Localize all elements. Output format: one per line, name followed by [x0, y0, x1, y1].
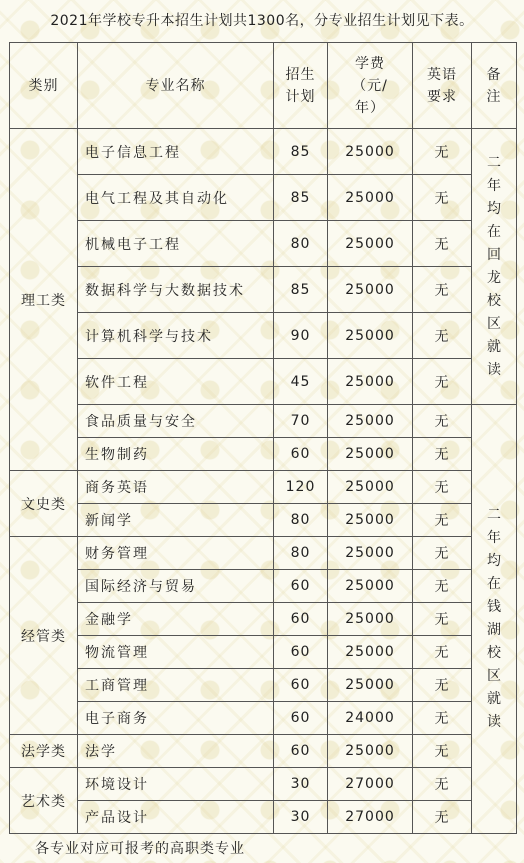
major-cell: 商务英语 — [78, 471, 274, 504]
quota-cell: 30 — [274, 801, 328, 834]
campus-note-char: 就 — [487, 338, 501, 355]
quota-cell: 60 — [274, 603, 328, 636]
table-row — [10, 221, 517, 267]
major-cell: 新闻学 — [78, 504, 274, 537]
table-row — [10, 801, 517, 834]
campus-note-char: 均 — [487, 200, 501, 217]
campus-note-char: 读 — [487, 714, 501, 730]
quota-cell: 80 — [274, 504, 328, 537]
table-row — [10, 267, 517, 313]
fee-cell: 25000 — [328, 636, 413, 669]
major-cell: 物流管理 — [78, 636, 274, 669]
campus-note-char: 年 — [487, 530, 501, 546]
english-requirement-cell: 无 — [413, 603, 472, 636]
quota-cell: 60 — [274, 702, 328, 735]
campus-note-char: 年 — [487, 177, 501, 194]
english-requirement-cell: 无 — [413, 636, 472, 669]
english-requirement-cell: 无 — [413, 313, 472, 359]
fee-cell: 25000 — [328, 537, 413, 570]
major-cell: 国际经济与贸易 — [78, 570, 274, 603]
quota-cell: 70 — [274, 405, 328, 438]
quota-cell: 80 — [274, 537, 328, 570]
major-cell: 金融学 — [78, 603, 274, 636]
major-cell: 电气工程及其自动化 — [78, 175, 274, 221]
category-cell: 法学类 — [10, 735, 78, 768]
enrollment-plan-table — [9, 42, 517, 834]
table-row — [10, 570, 517, 603]
major-cell: 法学 — [78, 735, 274, 768]
fee-cell: 25000 — [328, 735, 413, 768]
table-header-row — [10, 43, 517, 129]
campus-note-cell — [472, 129, 517, 405]
fee-cell: 24000 — [328, 702, 413, 735]
campus-note-char: 二 — [487, 507, 501, 523]
quota-cell: 60 — [274, 636, 328, 669]
english-requirement-cell: 无 — [413, 702, 472, 735]
english-requirement-cell: 无 — [413, 221, 472, 267]
major-cell: 财务管理 — [78, 537, 274, 570]
quota-cell: 45 — [274, 359, 328, 405]
english-requirement-cell: 无 — [413, 669, 472, 702]
campus-note-char: 钱 — [487, 599, 501, 615]
major-cell: 软件工程 — [78, 359, 274, 405]
fee-cell: 25000 — [328, 267, 413, 313]
header-major: 专业名称 — [78, 43, 274, 129]
table-row — [10, 359, 517, 405]
fee-cell: 25000 — [328, 359, 413, 405]
quota-cell: 85 — [274, 129, 328, 175]
table-row — [10, 636, 517, 669]
fee-cell: 25000 — [328, 175, 413, 221]
major-cell: 机械电子工程 — [78, 221, 274, 267]
quota-cell: 60 — [274, 669, 328, 702]
page-title: 2021年学校专升本招生计划共1300名，分专业招生计划见下表。 — [50, 13, 474, 29]
major-cell: 产品设计 — [78, 801, 274, 834]
campus-note-char: 湖 — [487, 622, 501, 638]
quota-cell: 30 — [274, 768, 328, 801]
english-requirement-cell: 无 — [413, 471, 472, 504]
english-requirement-cell: 无 — [413, 267, 472, 313]
english-requirement-cell: 无 — [413, 405, 472, 438]
table-row — [10, 669, 517, 702]
major-cell: 环境设计 — [78, 768, 274, 801]
english-requirement-cell: 无 — [413, 504, 472, 537]
fee-cell: 25000 — [328, 603, 413, 636]
major-cell: 数据科学与大数据技术 — [78, 267, 274, 313]
category-cell: 经管类 — [10, 537, 78, 735]
header-category: 类别 — [10, 43, 78, 129]
english-requirement-cell: 无 — [413, 735, 472, 768]
fee-cell: 25000 — [328, 221, 413, 267]
footer-note: 各专业对应可报考的高职类专业 — [35, 841, 245, 857]
fee-cell: 25000 — [328, 504, 413, 537]
fee-cell: 25000 — [328, 570, 413, 603]
table-row — [10, 702, 517, 735]
campus-note-char: 在 — [487, 223, 501, 240]
campus-note-char: 在 — [487, 576, 501, 592]
header-english: 英语 要求 — [413, 43, 472, 129]
campus-note-char: 区 — [487, 668, 501, 684]
table-row — [10, 768, 517, 801]
campus-note-cell — [472, 405, 517, 834]
table-row — [10, 313, 517, 359]
campus-note-char: 二 — [487, 154, 501, 171]
fee-cell: 25000 — [328, 471, 413, 504]
header-note: 备 注 — [472, 43, 517, 129]
english-requirement-cell: 无 — [413, 359, 472, 405]
header-fee: 学费 （元/ 年） — [328, 43, 413, 129]
category-cell: 艺术类 — [10, 768, 78, 834]
header-quota: 招生 计划 — [274, 43, 328, 129]
table-row — [10, 175, 517, 221]
english-requirement-cell: 无 — [413, 129, 472, 175]
table-row — [10, 537, 517, 570]
campus-note-char: 均 — [487, 553, 501, 569]
table-row — [10, 735, 517, 768]
fee-cell: 25000 — [328, 313, 413, 359]
fee-cell: 27000 — [328, 768, 413, 801]
quota-cell: 90 — [274, 313, 328, 359]
major-cell: 电子信息工程 — [78, 129, 274, 175]
quota-cell: 60 — [274, 438, 328, 471]
english-requirement-cell: 无 — [413, 537, 472, 570]
quota-cell: 60 — [274, 570, 328, 603]
campus-note-char: 回 — [487, 246, 501, 263]
fee-cell: 25000 — [328, 405, 413, 438]
quota-cell: 120 — [274, 471, 328, 504]
english-requirement-cell: 无 — [413, 570, 472, 603]
table-row — [10, 438, 517, 471]
major-cell: 工商管理 — [78, 669, 274, 702]
major-cell: 食品质量与安全 — [78, 405, 274, 438]
table-row — [10, 471, 517, 504]
quota-cell: 60 — [274, 735, 328, 768]
category-cell: 文史类 — [10, 471, 78, 537]
campus-note-char: 校 — [487, 645, 501, 661]
table-row — [10, 405, 517, 438]
major-cell: 电子商务 — [78, 702, 274, 735]
campus-note-char: 就 — [487, 691, 501, 707]
campus-note-char: 区 — [487, 315, 501, 332]
quota-cell: 85 — [274, 267, 328, 313]
major-cell: 生物制药 — [78, 438, 274, 471]
english-requirement-cell: 无 — [413, 438, 472, 471]
campus-note-char: 校 — [487, 292, 501, 309]
fee-cell: 25000 — [328, 129, 413, 175]
major-cell: 计算机科学与技术 — [78, 313, 274, 359]
fee-cell: 27000 — [328, 801, 413, 834]
fee-cell: 25000 — [328, 438, 413, 471]
table-row — [10, 129, 517, 175]
fee-cell: 25000 — [328, 669, 413, 702]
quota-cell: 85 — [274, 175, 328, 221]
category-cell: 理工类 — [10, 129, 78, 471]
table-row — [10, 504, 517, 537]
campus-note-char: 读 — [487, 361, 501, 378]
english-requirement-cell: 无 — [413, 768, 472, 801]
campus-note-char: 龙 — [487, 269, 501, 286]
english-requirement-cell: 无 — [413, 175, 472, 221]
english-requirement-cell: 无 — [413, 801, 472, 834]
quota-cell: 80 — [274, 221, 328, 267]
table-row — [10, 603, 517, 636]
